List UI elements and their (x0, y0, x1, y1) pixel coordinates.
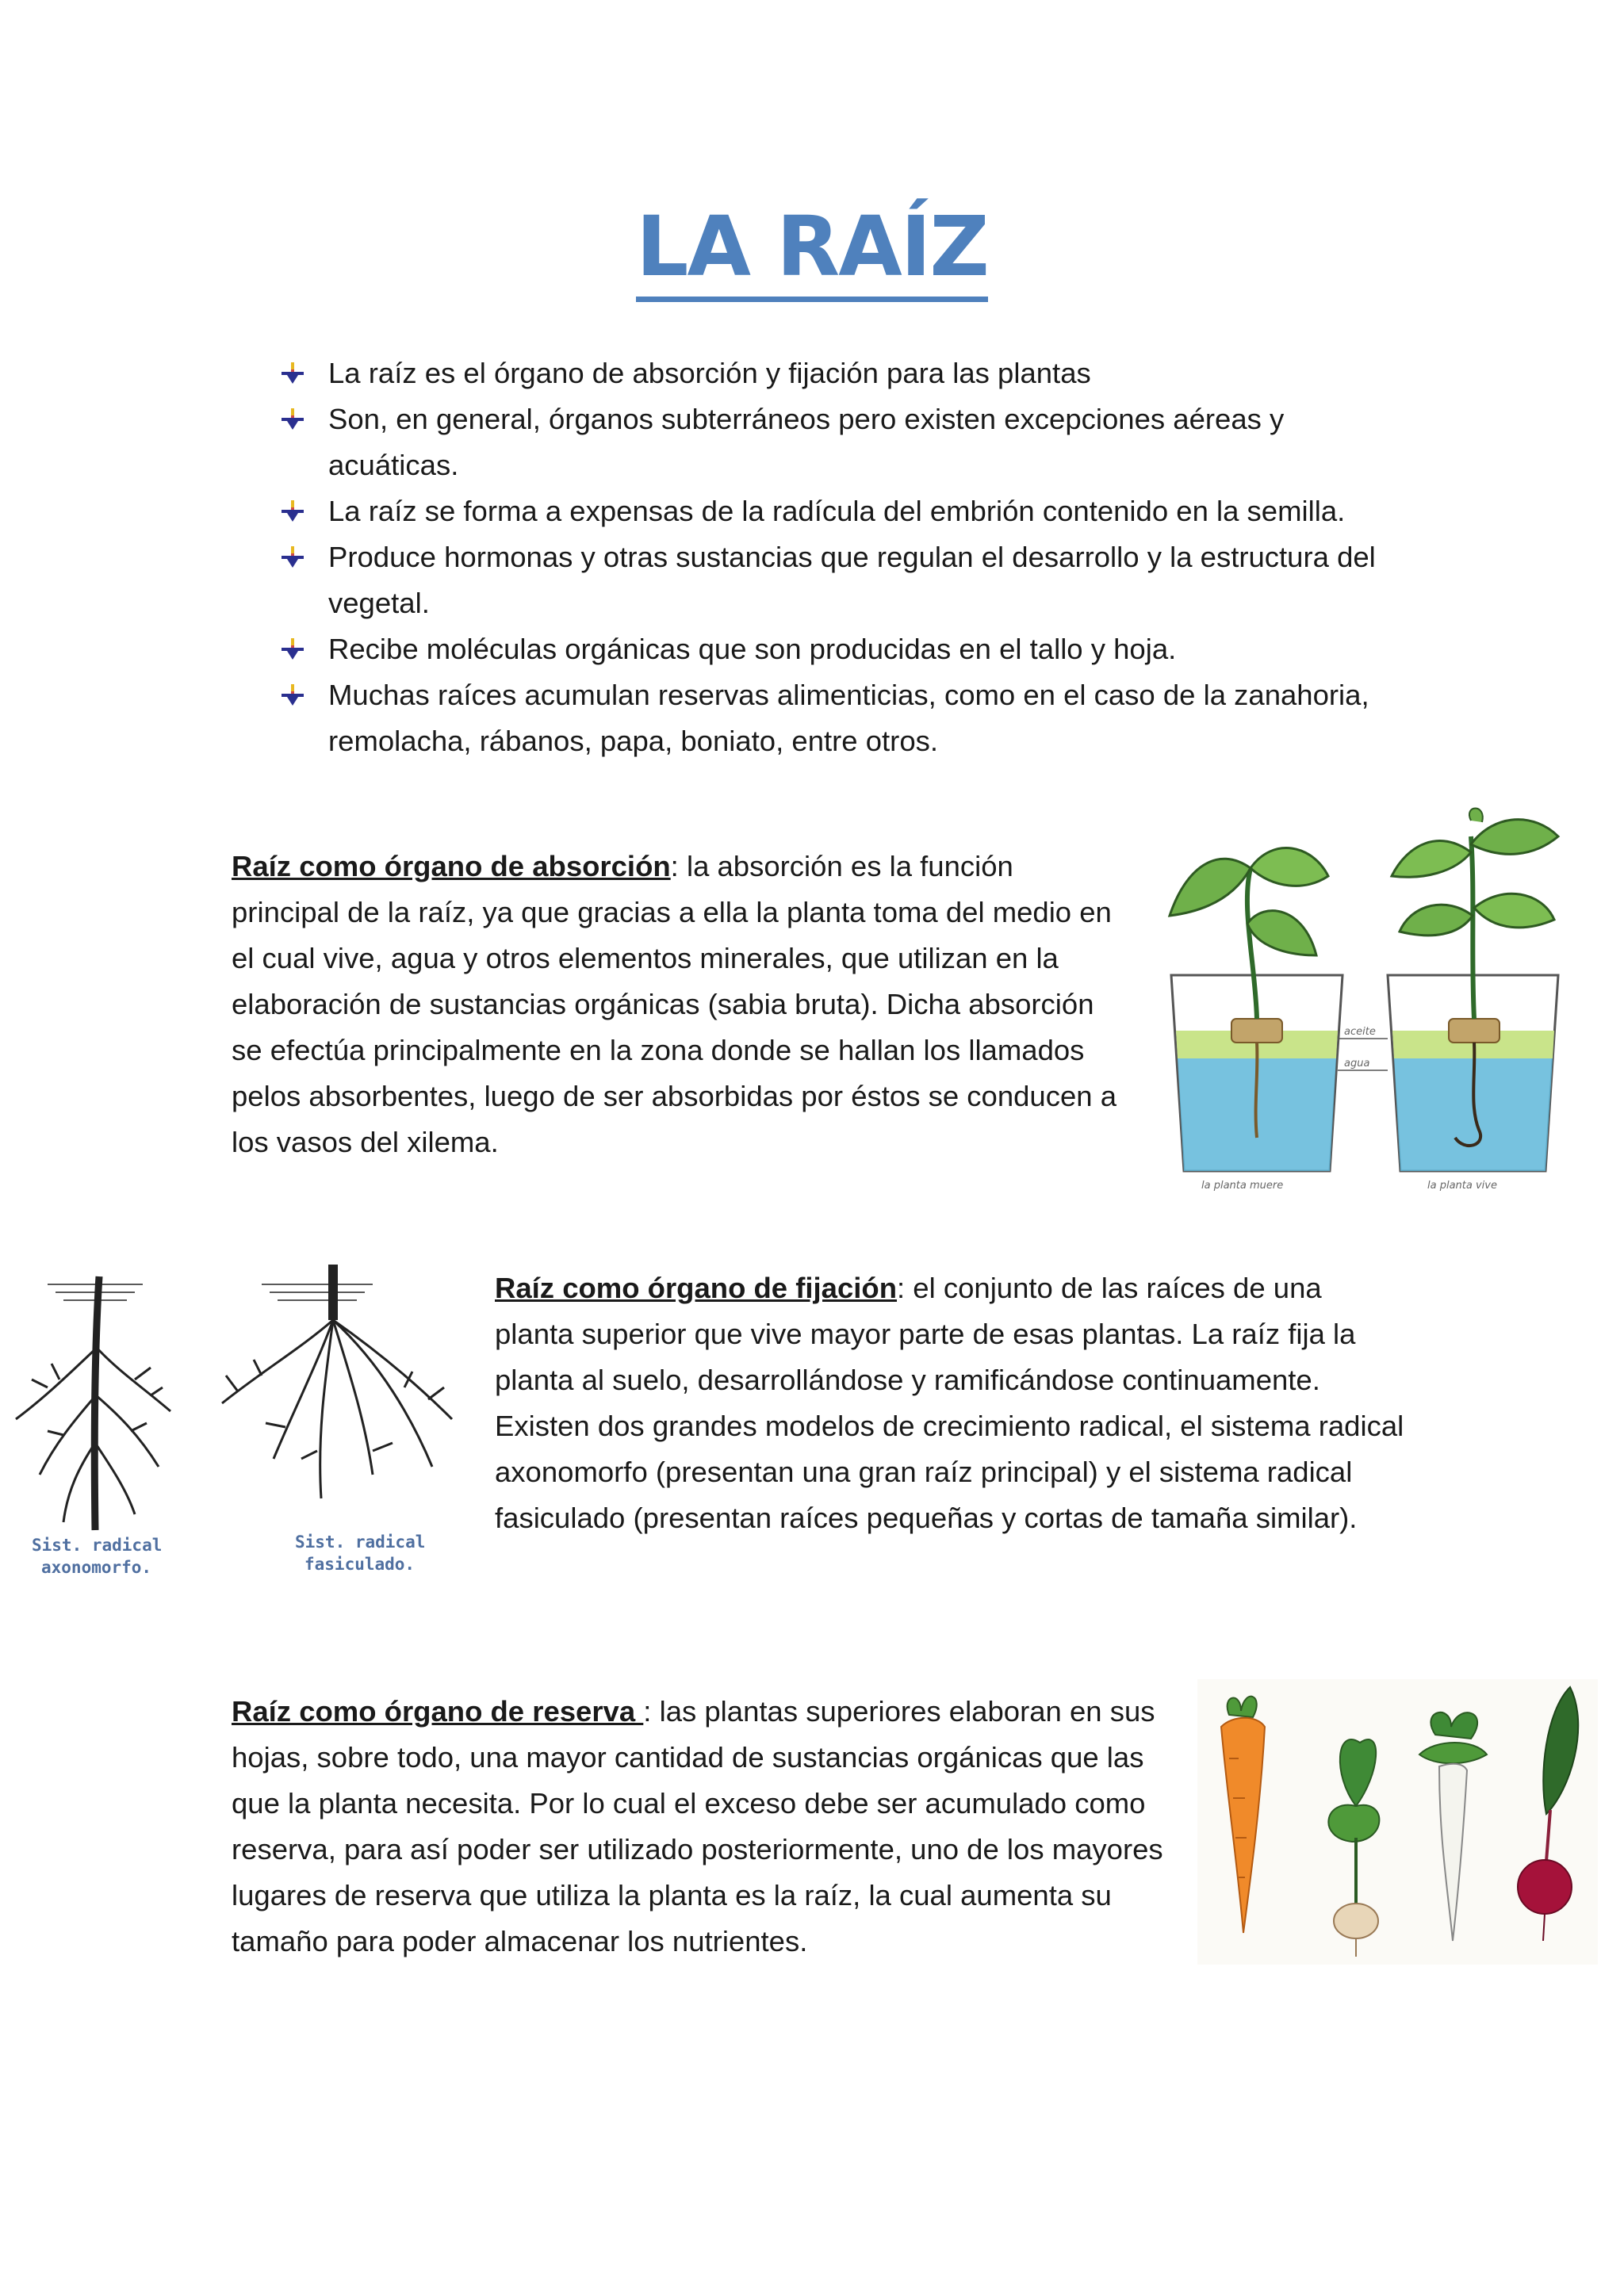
fasciculate-root (222, 1265, 452, 1498)
section-absorcion (232, 844, 1128, 1165)
label-oil: aceite (1344, 1026, 1376, 1038)
bullet-text: Produce hormonas y otras sustancias que regulan el desarrollo y la estructura del vegetal. (328, 541, 1376, 619)
section-reserva (232, 1689, 1175, 1965)
section-heading-fijacion: Raíz como órgano de fijación (495, 1272, 898, 1304)
caption-fasciculate-line1: Sist. radical (295, 1533, 426, 1552)
section-body-fijacion: : el conjunto de las raíces de una planta superior que vive mayor parte de esas plantas. La raíz fija la planta al suelo, desarrollándose y ramificándose continuamente. Existen dos grandes modelos de crecimiento radical, el sistema radical axonomorfo (presentan una gran raíz principal) y el sistema radical fasiculado (presentan raíces pequeñas y cortas de tamaña similar). (495, 1272, 1404, 1534)
section-body-absorcion: : la absorción es la función principal de la raíz, ya que gracias a ella la planta toma del medio en el cual vive, agua y otros elementos minerales, que utilizan en la elaboración de sustancias orgánicas (sabia bruta). Dicha absorción se efectúa principalmente en la zona donde se hallan los llamados pelos absorbentes, luego de ser absorbidas por éstos se conducen a los vasos del xilema. (232, 850, 1117, 1158)
page-title (0, 198, 1624, 295)
arrow-bullet-icon (281, 408, 304, 431)
caption-fasciculate-line2: fasiculado. (304, 1555, 416, 1574)
bullet-item (278, 488, 1404, 534)
arrow-bullet-icon (281, 499, 304, 523)
arrow-bullet-icon (281, 362, 304, 385)
bullet-text: La raíz es el órgano de absorción y fijación para las plantas (328, 357, 1091, 389)
bullet-item (278, 534, 1404, 626)
bullet-text: Recibe moléculas orgánicas que son producidas en el tallo y hoja. (328, 633, 1177, 665)
section-heading-absorcion: Raíz como órgano de absorción (232, 850, 671, 882)
plants-in-glasses-illustration (1154, 805, 1574, 1193)
axonomorph-root (16, 1276, 170, 1530)
bullet-text: Son, en general, órganos subterráneos pero existen excepciones aéreas y acuáticas. (328, 403, 1285, 481)
root-systems-illustration (0, 1261, 476, 1594)
caption-plant-dies: la planta muere (1201, 1180, 1284, 1192)
bullet-item (278, 672, 1404, 764)
page-title-text: LA RAÍZ (636, 198, 988, 302)
left-glass (1170, 848, 1342, 1171)
storage-roots-illustration (1197, 1679, 1598, 1965)
bullet-item (278, 626, 1404, 672)
bullet-list (278, 350, 1404, 764)
right-glass (1388, 809, 1558, 1172)
arrow-bullet-icon (281, 683, 304, 707)
section-body-reserva: : las plantas superiores elaboran en sus hojas, sobre todo, una mayor cantidad de sustancias orgánicas que las que la planta necesita. Por lo cual el exceso debe ser acumulado como reserva, para así poder ser utilizado posteriormente, uno de los mayores lugares de reserva que utiliza la planta es la raíz, la cual aumenta su tamaño para poder almacenar los nutrientes. (232, 1695, 1163, 1957)
caption-axonomorph-line1: Sist. radical (32, 1536, 163, 1555)
section-heading-reserva: Raíz como órgano de reserva (232, 1695, 644, 1728)
section-fijacion (495, 1265, 1407, 1541)
label-water: agua (1344, 1058, 1370, 1070)
bullet-item (278, 350, 1404, 396)
arrow-bullet-icon (281, 637, 304, 661)
bullet-item (278, 396, 1404, 488)
arrow-bullet-icon (281, 545, 304, 569)
bullet-text: Muchas raíces acumulan reservas alimenticias, como en el caso de la zanahoria, remolacha, rábanos, papa, boniato, entre otros. (328, 679, 1369, 757)
bullet-text: La raíz se forma a expensas de la radícula del embrión contenido en la semilla. (328, 495, 1346, 527)
caption-axonomorph-line2: axonomorfo. (41, 1558, 152, 1577)
caption-plant-lives: la planta vive (1427, 1180, 1497, 1192)
